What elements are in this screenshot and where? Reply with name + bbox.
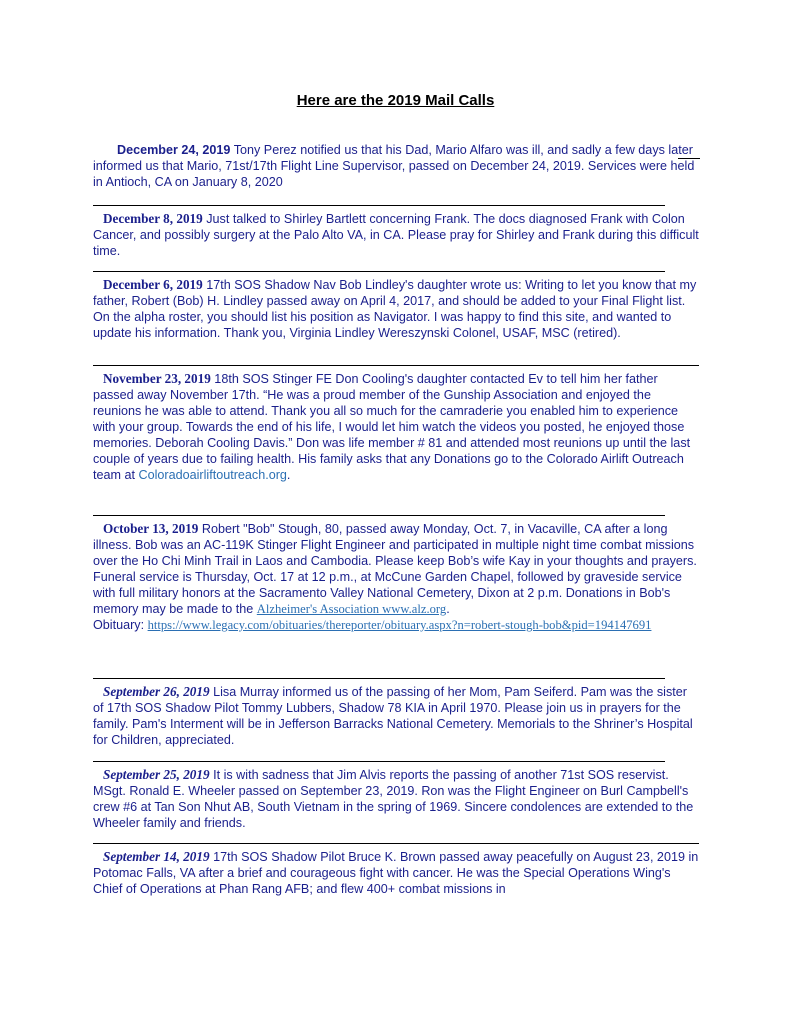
entry-date: December 24, 2019 — [117, 143, 231, 157]
entry-date: September 26, 2019 — [103, 684, 210, 699]
mail-call-entry — [93, 767, 699, 831]
mail-call-entry — [93, 684, 699, 748]
entry-text: Just talked to Shirley Bartlett concerning Frank. The docs diagnosed Frank with Colon Cancer, and possibly surgery at the Palo Alto VA, in CA. Please pray for Shirley and Frank during this difficult time. — [93, 212, 699, 258]
entry-text: 18th SOS Stinger FE Don Cooling's daughter contacted Ev to tell him her father passed away November 17th. “He was a proud member of the Gunship Association and enjoyed the reunions he was able to attend. Thank you all so much for the camraderie you enabled him to experience with your group. Towards the end of his life, I would let him watch the videos you posted, he enjoyed those memories. Deborah Cooling Davis.” Don was life member # 81 and attended most reunions up until the last couple of years due to failing health. His family asks that any Donations go to the Colorado Airlift Outreach team at — [93, 372, 691, 482]
mail-call-entry — [93, 849, 699, 897]
entry-text-tail: . — [286, 468, 291, 482]
entry-date: December 8, 2019 — [103, 211, 203, 226]
entry-text: It is with sadness that Jim Alvis reports the passing of another 71st SOS reservist. MSgt. Ronald E. Wheeler passed on September 23, 2019. Ron was the Flight Engineer on Burl Campbell's crew #6 at Tan Son Nhut AB, South Vietnam in the spring of 1969. Sincere condolences are extended to the Wheeler family and friends. — [93, 768, 694, 830]
entry-date: September 25, 2019 — [103, 767, 210, 782]
obituary-link[interactable]: https://www.legacy.com/obituaries/thereporter/obituary.aspx?n=robert-stough-bob&pid=194147691 — [147, 618, 652, 632]
mail-call-entry — [93, 142, 699, 190]
entry-text-tail: . — [446, 602, 450, 616]
entry-date: December 6, 2019 — [103, 277, 203, 292]
entry-text: 17th SOS Shadow Nav Bob Lindley's daughter wrote us: Writing to let you know that my father, Robert (Bob) H. Lindley passed away on April 4, 2017, and should be added to your Final Flight list. On the alpha roster, you should list his position as Navigator. I was happy to find this site, and wanted to update his information. Thank you, Virginia Lindley Wereszynski Colonel, USAF, MSC (retired). — [93, 278, 697, 340]
divider — [93, 678, 665, 679]
mail-call-entry — [93, 521, 699, 633]
mail-call-entry — [93, 211, 699, 259]
entry-text: Lisa Murray informed us of the passing of her Mom, Pam Seiferd. Pam was the sister of 17th SOS Shadow Pilot Tommy Lubbers, Shadow 78 KIA in April 1970. Please join us in prayers for the family. Pam's Interment will be in Jefferson Barracks National Cemetery. Memorials to the Shriner’s Hospital for Children, appreciated. — [93, 685, 693, 747]
divider — [93, 761, 665, 762]
divider — [93, 515, 665, 516]
entry-text: Robert "Bob" Stough, 80, passed away Monday, Oct. 7, in Vacaville, CA after a long illness. Bob was an AC-119K Stinger Flight Engineer and participated in multiple night time combat missions over the Ho Chi Minh Trail in Laos and Cambodia. Please keep Bob’s wife Kay in your thoughts and prayers. Funeral service is Thursday, Oct. 17 at 12 p.m., at McCune Garden Chapel, followed by graveside service with full military honors at the Sacramento Valley National Cemetery, Dixon at 2 p.m. Donations in Bob's memory may be made to the — [93, 522, 697, 616]
alzheimers-link[interactable]: Alzheimer's Association www.alz.org — [256, 602, 447, 616]
mail-call-entry — [93, 277, 699, 341]
divider — [93, 271, 665, 272]
obituary-label: Obituary: — [93, 618, 148, 632]
mail-call-entry — [93, 371, 699, 483]
divider — [678, 158, 700, 159]
entry-date: November 23, 2019 — [103, 371, 211, 386]
entry-date: October 13, 2019 — [103, 521, 199, 536]
entry-text: Tony Perez notified us that his Dad, Mario Alfaro was ill, and sadly a few days later informed us that Mario, 71st/17th Flight Line Supervisor, passed on December 24, 2019. Services were held in Antioch, CA on January 8, 2020 — [93, 143, 695, 189]
donation-link[interactable]: Coloradoairliftoutreach.org — [138, 468, 287, 482]
divider — [93, 205, 665, 206]
entry-text: 17th SOS Shadow Pilot Bruce K. Brown passed away peacefully on August 23, 2019 in Potomac Falls, VA after a brief and courageous fight with cancer. He was the Special Operations Wing's Chief of Operations at Phan Rang AFB; and flew 400+ combat missions in — [93, 850, 699, 896]
divider — [93, 843, 699, 844]
divider — [93, 365, 699, 366]
page-title: Here are the 2019 Mail Calls — [296, 92, 495, 109]
entry-date: September 14, 2019 — [103, 849, 210, 864]
